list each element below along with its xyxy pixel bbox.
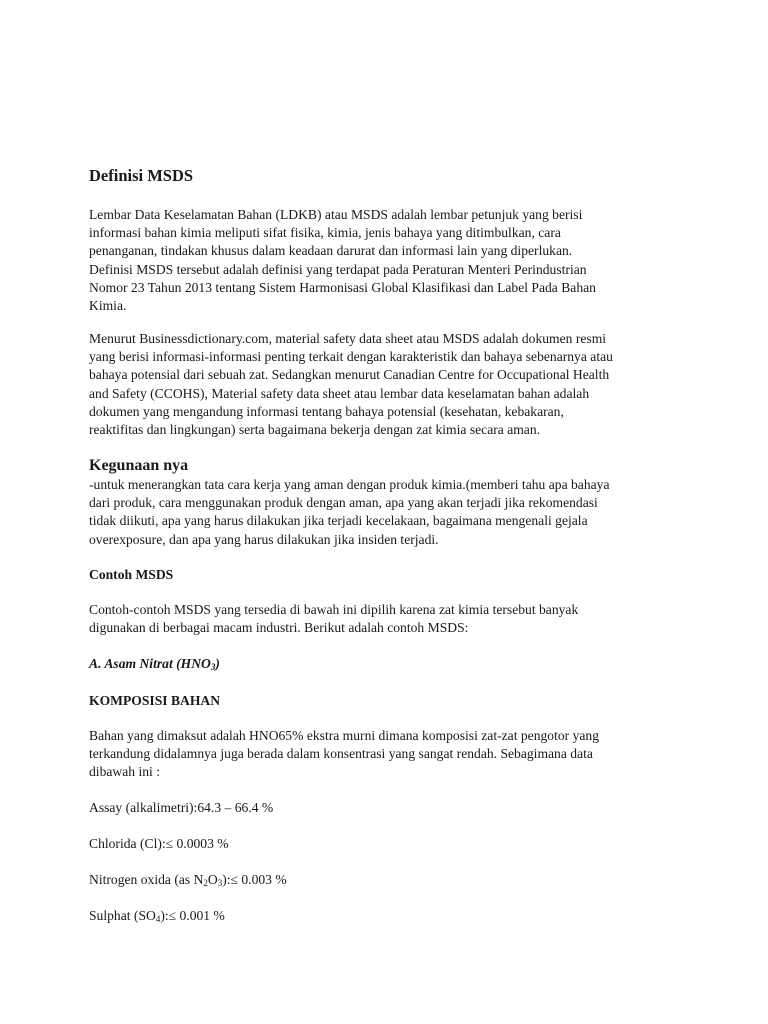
sulphat-suffix: ):≤ 0.001 %	[160, 908, 225, 923]
text-line: tidak diikuti, apa yang harus dilakukan jika terjadi kecelakaan, bagaimana mengenali gejala	[89, 513, 588, 529]
paragraph-komposisi	[89, 727, 689, 782]
asam-title-suffix: )	[215, 656, 220, 671]
heading-contoh: Contoh MSDS	[89, 567, 174, 582]
item-assay: Assay (alkalimetri):64.3 – 66.4 %	[89, 800, 274, 815]
text-line: Contoh-contoh MSDS yang tersedia di bawah ini dipilih karena zat kimia tersebut banyak	[89, 602, 579, 617]
heading-asam-nitrat	[89, 655, 689, 673]
text-line: Menurut Businessdictionary.com, material safety data sheet atau MSDS adalah dokumen resmi	[89, 331, 607, 346]
paragraph-contoh	[89, 601, 689, 637]
item-sulphat	[89, 907, 689, 925]
paragraph-definisi-2	[89, 330, 689, 439]
heading-kegunaan: Kegunaan nya	[89, 457, 189, 474]
paragraph-kegunaan	[89, 476, 689, 549]
text-line: dari produk, cara menggunakan produk dengan aman, apa yang akan terjadi jika rekomendasi	[89, 495, 598, 511]
heading-komposisi: KOMPOSISI BAHAN	[89, 693, 221, 708]
text-line: overexposure, dan apa yang harus dilakukan jika insiden terjadi.	[89, 531, 439, 547]
text-line: and Safety (CCOHS), Material safety data sheet atau lembar data keselamatan bahan adalah	[89, 385, 590, 401]
asam-title-prefix: A. Asam Nitrat (HNO	[89, 656, 211, 671]
item-chlorida: Chlorida (Cl):≤ 0.0003 %	[89, 836, 229, 851]
paragraph-definisi-1	[89, 206, 689, 315]
asam-title-subscript: 3	[210, 662, 216, 672]
nitrogen-suffix: ):≤ 0.003 %	[222, 872, 287, 887]
text-line: dokumen yang mengandung informasi tentang bahaya potensial (kesehatan, kebakaran,	[89, 403, 564, 419]
sulphat-prefix: Sulphat (SO	[89, 908, 156, 923]
text-line: Bahan yang dimaksut adalah HNO65% ekstra murni dimana komposisi zat-zat pengotor yang	[89, 728, 600, 743]
nitrogen-prefix: Nitrogen oxida (as N	[89, 872, 204, 887]
nitrogen-subscript-2: 3	[217, 878, 223, 888]
nitrogen-subscript-1: 2	[203, 878, 208, 888]
text-line: Nomor 23 Tahun 2013 tentang Sistem Harmonisasi Global Klasifikasi dan Label Pada Bahan	[89, 279, 596, 295]
text-line: terkandung didalamnya juga berada dalam konsentrasi yang sangat rendah. Sebagimana data	[89, 746, 593, 762]
text-line: reaktifitas dan lingkungan) serta bagaimana bekerja dengan zat kimia secara aman.	[89, 422, 541, 438]
sulphat-subscript: 4	[155, 914, 161, 924]
item-nitrogen-oxida	[89, 871, 689, 889]
text-line: Lembar Data Keselamatan Bahan (LDKB) atau MSDS adalah lembar petunjuk yang berisi	[89, 207, 583, 222]
nitrogen-mid: O	[207, 872, 218, 887]
text-line: Kimia.	[89, 298, 127, 314]
text-line: dibawah ini :	[89, 764, 160, 780]
text-line: bahaya potensial dari sebuah zat. Sedangkan menurut Canadian Centre for Occupational Health	[89, 367, 610, 383]
text-line: digunakan di berbagai macam industri. Berikut adalah contoh MSDS:	[89, 620, 469, 636]
text-line: informasi bahan kimia meliputi sifat fisika, kimia, jenis bahaya yang ditimbulkan, cara	[89, 225, 561, 241]
text-line: yang berisi informasi-informasi penting terkait dengan karakteristik dan bahaya sebenarnya atau	[89, 349, 613, 365]
text-line: penanganan, tindakan khusus dalam keadaan darurat dan informasi lain yang diperlukan.	[89, 243, 573, 259]
text-line: -untuk menerangkan tata cara kerja yang aman dengan produk kimia.(memberi tahu apa bahaya	[89, 477, 610, 492]
heading-definisi: Definisi MSDS	[89, 166, 194, 185]
text-line: Definisi MSDS tersebut adalah definisi yang terdapat pada Peraturan Menteri Perindustrian	[89, 261, 587, 277]
